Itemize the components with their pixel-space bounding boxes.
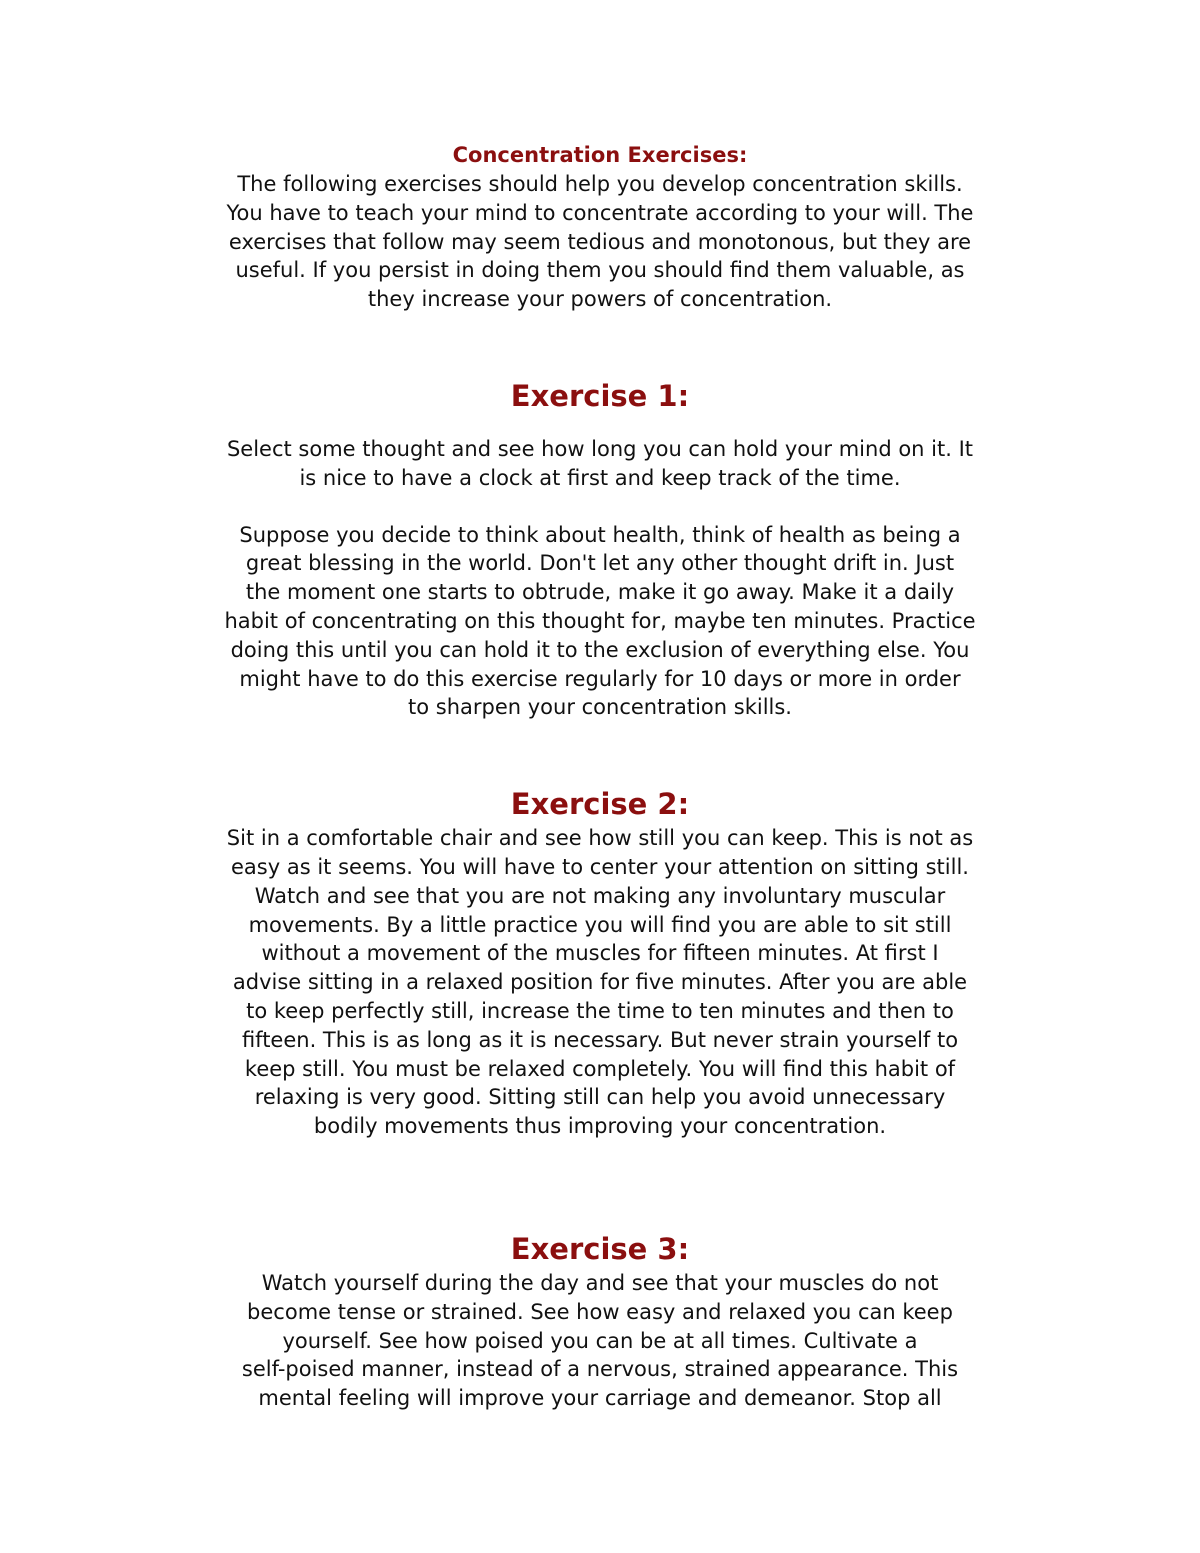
intro-line: exercises that follow may seem tedious and monotonous, but they are bbox=[228, 229, 972, 254]
exercise-2-line: movements. By a little practice you will find you are able to sit still bbox=[248, 912, 952, 937]
exercise-2-paragraph bbox=[150, 824, 1050, 1141]
exercise-2-line: relaxing is very good. Sitting still can help you avoid unnecessary bbox=[254, 1085, 946, 1110]
exercise-2-line: to keep perfectly still, increase the time to ten minutes and then to bbox=[246, 998, 954, 1023]
exercise-1-line: might have to do this exercise regularly for 10 days or more in order bbox=[239, 666, 961, 691]
exercise-3-line: Watch yourself during the day and see that your muscles do not bbox=[261, 1270, 939, 1295]
exercise-1-line: the moment one starts to obtrude, make it go away. Make it a daily bbox=[245, 580, 955, 605]
exercise-2-line: Watch and see that you are not making any involuntary muscular bbox=[254, 883, 946, 908]
exercise-3-line: mental feeling will improve your carriage and demeanor. Stop all bbox=[258, 1386, 942, 1411]
exercise-1-line: doing this until you can hold it to the exclusion of everything else. You bbox=[230, 637, 970, 662]
exercise-2-line: bodily movements thus improving your concentration. bbox=[313, 1114, 887, 1139]
exercise-1-line: great blessing in the world. Don't let any other thought drift in. Just bbox=[245, 551, 955, 576]
exercise-2-line: keep still. You must be relaxed completely. You will find this habit of bbox=[244, 1056, 956, 1081]
exercise-1-line: Select some thought and see how long you can hold your mind on it. It bbox=[226, 436, 974, 461]
exercise-2-line: without a movement of the muscles for fifteen minutes. At first I bbox=[261, 941, 939, 966]
exercise-3-paragraph bbox=[150, 1269, 1050, 1413]
exercise-2-line: fifteen. This is as long as it is necessary. But never strain yourself to bbox=[241, 1027, 959, 1052]
exercise-2-line: advise sitting in a relaxed position for five minutes. After you are able bbox=[232, 970, 968, 995]
intro-line: useful. If you persist in doing them you should find them valuable, as bbox=[235, 258, 965, 283]
exercise-1-line: Suppose you decide to think about health, think of health as being a bbox=[239, 522, 961, 547]
exercise-3-line: become tense or strained. See how easy and relaxed you can keep bbox=[247, 1299, 953, 1324]
intro-line: You have to teach your mind to concentrate according to your will. The bbox=[226, 200, 974, 225]
exercise-2-line: Sit in a comfortable chair and see how still you can keep. This is not as bbox=[226, 826, 974, 851]
exercise-2-heading: Exercise 2: bbox=[510, 787, 690, 822]
exercise-1-line: habit of concentrating on this thought for, maybe ten minutes. Practice bbox=[224, 608, 976, 633]
exercise-1-line: is nice to have a clock at first and keep track of the time. bbox=[299, 465, 901, 490]
exercise-3-line: self-poised manner, instead of a nervous, strained appearance. This bbox=[241, 1357, 959, 1382]
exercise-3-heading: Exercise 3: bbox=[510, 1231, 690, 1266]
intro-line: they increase your powers of concentration. bbox=[367, 287, 833, 312]
intro-line: The following exercises should help you develop concentration skills. bbox=[237, 172, 963, 196]
exercise-3-line: yourself. See how poised you can be at all times. Cultivate a bbox=[282, 1328, 918, 1353]
document-page bbox=[150, 140, 1050, 1413]
exercise-1-heading: Exercise 1: bbox=[510, 378, 690, 413]
document-title: Concentration Exercises: bbox=[452, 143, 748, 167]
exercise-2-line: easy as it seems. You will have to center your attention on sitting still. bbox=[231, 854, 969, 879]
exercise-1-line: to sharpen your concentration skills. bbox=[408, 695, 792, 720]
intro-paragraph bbox=[150, 170, 1050, 314]
exercise-1-paragraph-1 bbox=[150, 435, 1050, 493]
exercise-1-paragraph-2 bbox=[150, 521, 1050, 723]
